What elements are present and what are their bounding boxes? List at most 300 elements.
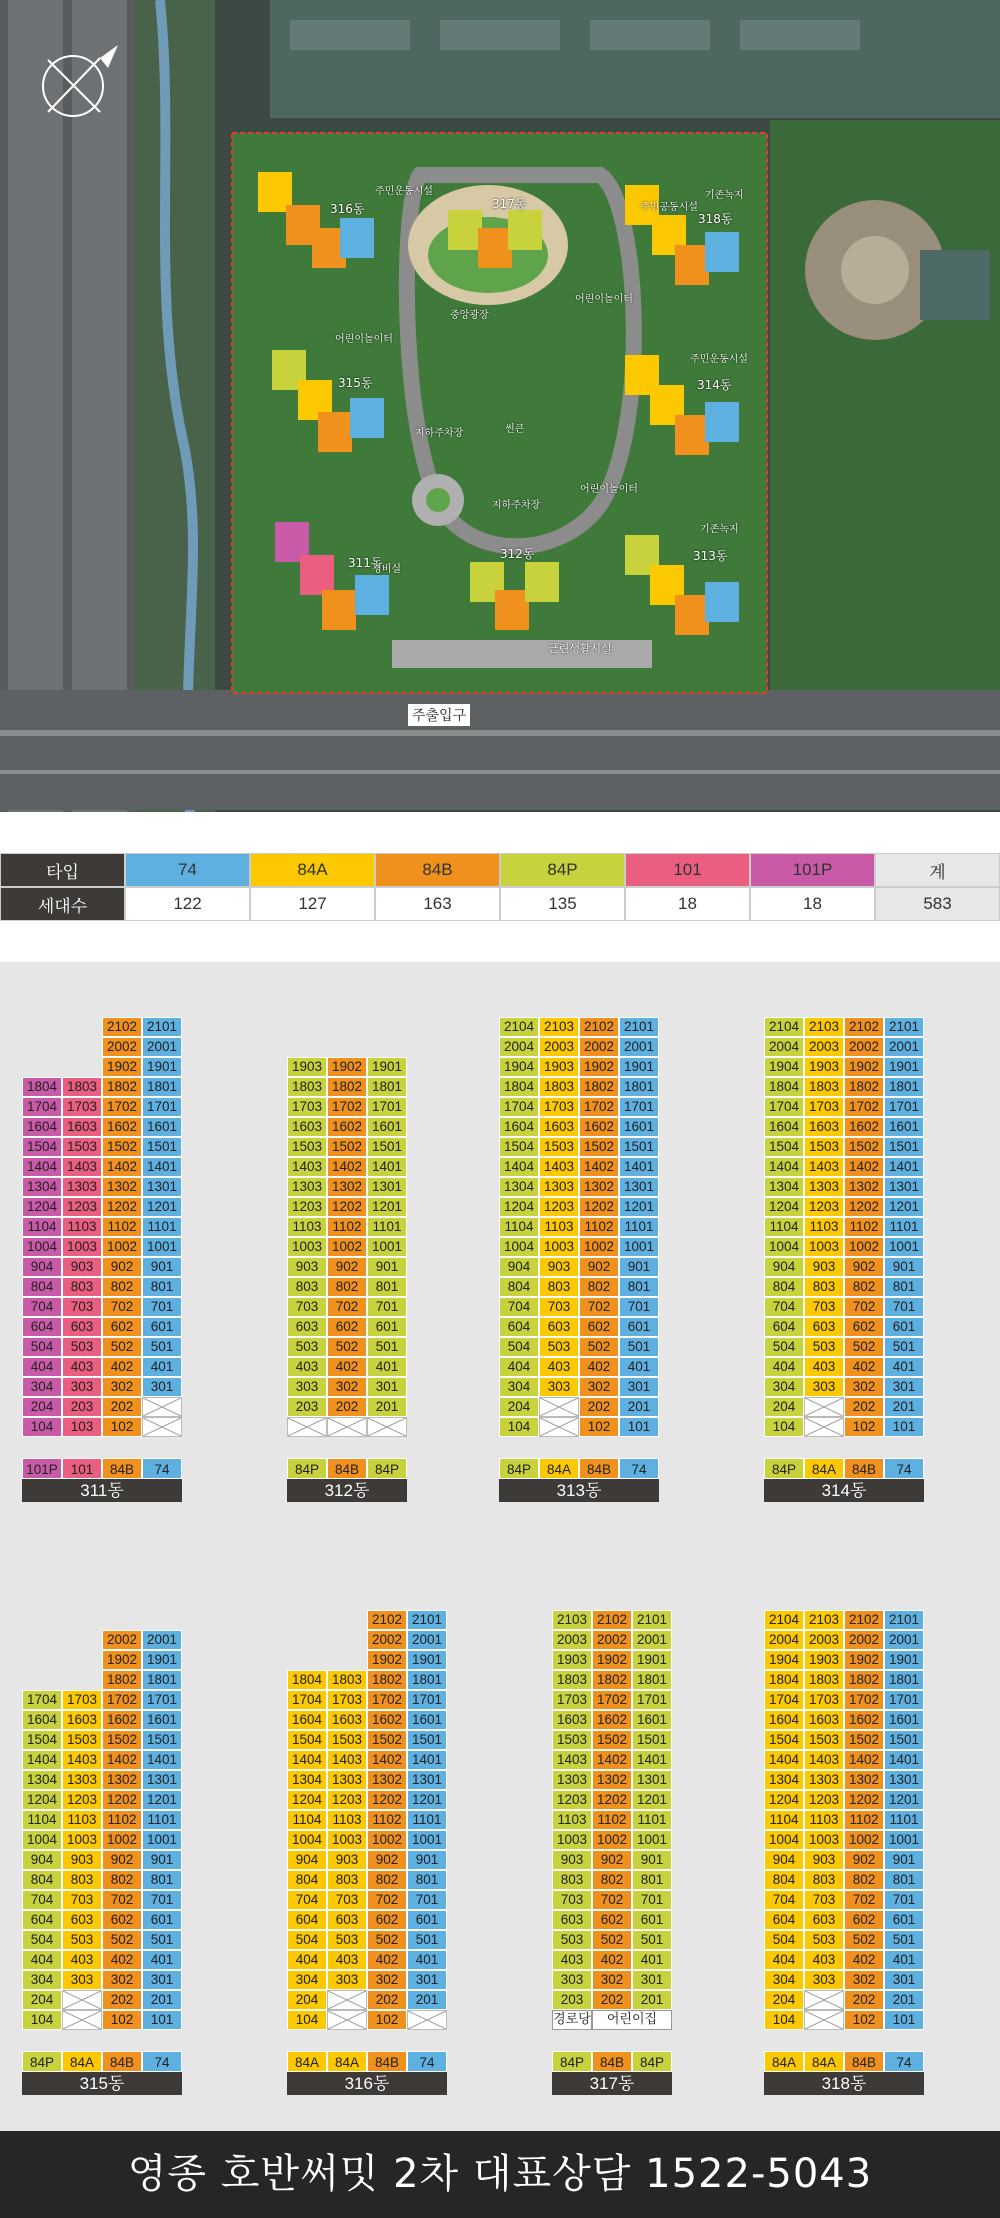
unit-cell: 1201	[619, 1197, 659, 1217]
unit-cell: 803	[539, 1277, 579, 1297]
unit-cell: 1001	[367, 1237, 407, 1257]
unit-cell: 1703	[62, 1690, 102, 1710]
unit-cell: 902	[102, 1257, 142, 1277]
unit-cell: 1602	[102, 1117, 142, 1137]
unit-cell: 2102	[844, 1610, 884, 1630]
unit-cell: 1704	[22, 1097, 62, 1117]
unit-cell: 1801	[619, 1077, 659, 1097]
unit-cell: 1802	[102, 1670, 142, 1690]
unit-cell: 603	[552, 1910, 592, 1930]
unit-cell: 1404	[22, 1750, 62, 1770]
unit-cell: 1603	[804, 1117, 844, 1137]
unit-cell: 503	[327, 1930, 367, 1950]
unit-cell: 501	[367, 1337, 407, 1357]
unit-cell: 1702	[367, 1690, 407, 1710]
empty-unit-cell	[327, 2010, 367, 2030]
unit-cell: 1204	[22, 1790, 62, 1810]
unit-cell: 1802	[367, 1670, 407, 1690]
unit-cell: 1802	[327, 1077, 367, 1097]
unit-cell: 702	[367, 1890, 407, 1910]
unit-cell: 1304	[499, 1177, 539, 1197]
unit-cell: 1102	[579, 1217, 619, 1237]
unit-cell: 1304	[764, 1770, 804, 1790]
unit-cell: 702	[579, 1297, 619, 1317]
unit-cell: 2101	[884, 1017, 924, 1037]
unit-cell: 102	[844, 2010, 884, 2030]
type-label: 84B	[592, 2051, 632, 2072]
contact-footer: 영종 호반써밋 2차 대표상담 1522-5043	[0, 2131, 1000, 2218]
unit-cell: 703	[327, 1890, 367, 1910]
unit-cell: 1204	[764, 1790, 804, 1810]
unit-cell: 1801	[142, 1670, 182, 1690]
unit-cell: 503	[62, 1930, 102, 1950]
unit-cell: 1701	[632, 1690, 672, 1710]
unit-cell: 1202	[844, 1790, 884, 1810]
unit-cell: 1401	[884, 1157, 924, 1177]
unit-cell: 1501	[367, 1137, 407, 1157]
empty-unit-cell	[142, 1417, 182, 1437]
unit-cell: 2002	[579, 1037, 619, 1057]
unit-cell: 702	[102, 1297, 142, 1317]
unit-cell: 1204	[764, 1197, 804, 1217]
unit-cell: 402	[367, 1950, 407, 1970]
unit-cell: 2002	[367, 1630, 407, 1650]
unit-cell: 1504	[22, 1730, 62, 1750]
unit-cell: 104	[764, 1417, 804, 1437]
unit-cell: 2101	[884, 1610, 924, 1630]
type-label: 84P	[22, 2051, 62, 2072]
unit-cell: 1704	[764, 1097, 804, 1117]
unit-cell: 2001	[142, 1037, 182, 1057]
empty-unit-cell	[287, 1417, 327, 1437]
map-label: 기존녹지	[705, 190, 744, 201]
unit-cell: 1602	[327, 1117, 367, 1137]
unit-cell: 301	[142, 1970, 182, 1990]
map-label: 썬큰	[505, 424, 525, 435]
empty-unit-cell	[804, 1417, 844, 1437]
unit-cell: 1803	[327, 1670, 367, 1690]
unit-cell: 1004	[22, 1237, 62, 1257]
unit-cell: 1702	[844, 1690, 884, 1710]
main-entrance-label: 주출입구	[408, 704, 470, 726]
unit-cell: 1004	[22, 1830, 62, 1850]
unit-cell: 504	[764, 1930, 804, 1950]
unit-cell: 1602	[579, 1117, 619, 1137]
unit-cell: 1601	[632, 1710, 672, 1730]
unit-cell: 1303	[62, 1177, 102, 1197]
unit-cell: 702	[327, 1297, 367, 1317]
unit-cell: 404	[287, 1950, 327, 1970]
unit-cell: 1101	[367, 1217, 407, 1237]
unit-cell: 1903	[539, 1057, 579, 1077]
unit-cell: 1503	[327, 1730, 367, 1750]
unit-cell: 1102	[844, 1217, 884, 1237]
empty-unit-cell	[327, 1417, 367, 1437]
unit-cell: 1404	[764, 1750, 804, 1770]
unit-cell: 901	[142, 1850, 182, 1870]
unit-cell: 202	[844, 1397, 884, 1417]
unit-cell: 201	[884, 1397, 924, 1417]
type-label: 74	[619, 1458, 659, 1479]
unit-cell: 904	[22, 1850, 62, 1870]
unit-cell: 702	[844, 1297, 884, 1317]
count-101: 18	[625, 887, 750, 921]
unit-cell: 403	[804, 1950, 844, 1970]
unit-cell: 802	[102, 1870, 142, 1890]
unit-cell: 1001	[619, 1237, 659, 1257]
unit-cell: 1804	[22, 1077, 62, 1097]
unit-cell: 804	[499, 1277, 539, 1297]
unit-cell: 1001	[884, 1830, 924, 1850]
unit-cell: 803	[287, 1277, 327, 1297]
unit-cell: 1502	[592, 1730, 632, 1750]
type-label: 84B	[327, 1458, 367, 1479]
map-label: 316동	[330, 202, 365, 216]
unit-cell: 1303	[804, 1770, 844, 1790]
unit-cell: 2102	[592, 1610, 632, 1630]
unit-cell: 1603	[539, 1117, 579, 1137]
map-label: 주민공동시설	[640, 202, 698, 213]
map-label: 317동	[492, 197, 527, 211]
unit-cell: 304	[764, 1970, 804, 1990]
unit-cell: 1301	[884, 1770, 924, 1790]
unit-cell: 1402	[327, 1157, 367, 1177]
unit-cell: 804	[22, 1277, 62, 1297]
unit-cell: 1303	[539, 1177, 579, 1197]
empty-unit-cell	[407, 2010, 447, 2030]
unit-cell: 301	[632, 1970, 672, 1990]
unit-cell: 1701	[142, 1690, 182, 1710]
unit-cell: 1003	[287, 1237, 327, 1257]
unit-cell: 2001	[619, 1037, 659, 1057]
unit-cell: 1401	[142, 1157, 182, 1177]
unit-cell: 404	[22, 1950, 62, 1970]
unit-cell: 1703	[327, 1690, 367, 1710]
unit-cell: 104	[764, 2010, 804, 2030]
unit-cell: 802	[844, 1277, 884, 1297]
unit-cell: 2004	[764, 1037, 804, 1057]
unit-cell: 602	[844, 1317, 884, 1337]
unit-cell: 902	[592, 1850, 632, 1870]
map-label: 어린이놀이터	[335, 334, 393, 345]
unit-cell: 1902	[844, 1650, 884, 1670]
empty-unit-cell	[539, 1397, 579, 1417]
unit-cell: 404	[499, 1357, 539, 1377]
unit-cell: 2002	[844, 1037, 884, 1057]
unit-cell: 2104	[499, 1017, 539, 1037]
unit-cell: 1402	[102, 1157, 142, 1177]
unit-cell: 1803	[62, 1077, 102, 1097]
unit-cell: 1802	[844, 1077, 884, 1097]
unit-cell: 1002	[592, 1830, 632, 1850]
building-name: 313동	[499, 1479, 659, 1502]
site-plan-map	[0, 0, 1000, 812]
unit-cell: 1101	[884, 1810, 924, 1830]
unit-cell: 1302	[579, 1177, 619, 1197]
unit-cell: 602	[367, 1910, 407, 1930]
unit-cell: 2001	[142, 1630, 182, 1650]
unit-cell: 703	[287, 1297, 327, 1317]
unit-cell: 101	[619, 1417, 659, 1437]
unit-cell: 1003	[62, 1830, 102, 1850]
unit-cell: 503	[62, 1337, 102, 1357]
unit-cell: 701	[632, 1890, 672, 1910]
unit-cell: 1201	[142, 1790, 182, 1810]
unit-cell: 403	[552, 1950, 592, 1970]
type-74: 74	[125, 853, 250, 887]
unit-cell: 402	[579, 1357, 619, 1377]
unit-cell: 402	[102, 1357, 142, 1377]
unit-cell: 602	[592, 1910, 632, 1930]
unit-cell: 1901	[884, 1650, 924, 1670]
unit-cell: 801	[407, 1870, 447, 1890]
unit-cell: 1602	[844, 1117, 884, 1137]
unit-cell: 1402	[102, 1750, 142, 1770]
unit-cell: 1201	[142, 1197, 182, 1217]
unit-cell: 1503	[539, 1137, 579, 1157]
unit-cell: 302	[327, 1377, 367, 1397]
unit-cell: 503	[287, 1337, 327, 1357]
unit-cell: 1304	[764, 1177, 804, 1197]
unit-cell: 1202	[102, 1790, 142, 1810]
unit-cell: 601	[884, 1317, 924, 1337]
unit-cell: 1604	[499, 1117, 539, 1137]
type-label: 84P	[632, 2051, 672, 2072]
unit-cell: 503	[804, 1930, 844, 1950]
unit-cell: 1902	[367, 1650, 407, 1670]
unit-cell: 901	[619, 1257, 659, 1277]
unit-cell: 1501	[884, 1730, 924, 1750]
unit-cell: 401	[142, 1357, 182, 1377]
unit-cell: 901	[884, 1850, 924, 1870]
unit-cell: 301	[619, 1377, 659, 1397]
unit-cell: 1104	[764, 1217, 804, 1237]
unit-cell: 1402	[367, 1750, 407, 1770]
type-count-table	[0, 853, 1000, 921]
unit-cell: 1203	[62, 1790, 102, 1810]
unit-cell: 1502	[844, 1730, 884, 1750]
unit-cell: 1403	[539, 1157, 579, 1177]
unit-cell: 1301	[367, 1177, 407, 1197]
unit-cell: 704	[287, 1890, 327, 1910]
unit-cell: 1703	[804, 1690, 844, 1710]
unit-cell: 102	[579, 1417, 619, 1437]
unit-cell: 1901	[407, 1650, 447, 1670]
unit-cell: 304	[764, 1377, 804, 1397]
unit-cell: 1104	[764, 1810, 804, 1830]
unit-cell: 1203	[804, 1790, 844, 1810]
unit-cell: 1403	[804, 1750, 844, 1770]
unit-cell: 301	[367, 1377, 407, 1397]
unit-cell: 1902	[102, 1650, 142, 1670]
unit-cell: 1503	[287, 1137, 327, 1157]
unit-cell: 1502	[579, 1137, 619, 1157]
unit-cell: 1302	[844, 1177, 884, 1197]
unit-cell: 1901	[884, 1057, 924, 1077]
unit-cell: 304	[22, 1970, 62, 1990]
unit-cell: 1101	[632, 1810, 672, 1830]
unit-cell: 302	[102, 1377, 142, 1397]
type-header: 타입	[0, 853, 125, 887]
unit-cell: 1203	[552, 1790, 592, 1810]
unit-cell: 1503	[804, 1730, 844, 1750]
unit-cell: 1903	[804, 1057, 844, 1077]
unit-cell: 802	[327, 1277, 367, 1297]
unit-cell: 1601	[142, 1710, 182, 1730]
unit-cell: 1601	[407, 1710, 447, 1730]
building-name: 317동	[552, 2072, 672, 2095]
unit-cell: 1004	[764, 1830, 804, 1850]
unit-cell: 601	[632, 1910, 672, 1930]
unit-cell: 903	[62, 1850, 102, 1870]
type-label: 84P	[552, 2051, 592, 2072]
unit-cell: 1801	[367, 1077, 407, 1097]
unit-cell: 501	[619, 1337, 659, 1357]
unit-cell: 1403	[804, 1157, 844, 1177]
unit-cell: 401	[407, 1950, 447, 1970]
unit-cell: 403	[287, 1357, 327, 1377]
unit-cell: 1701	[884, 1097, 924, 1117]
unit-cell: 1001	[142, 1830, 182, 1850]
unit-cell: 1901	[632, 1650, 672, 1670]
unit-cell: 1501	[142, 1137, 182, 1157]
type-label: 74	[884, 2051, 924, 2072]
unit-cell: 603	[804, 1317, 844, 1337]
unit-cell: 803	[804, 1277, 844, 1297]
unit-cell: 404	[22, 1357, 62, 1377]
unit-cell: 602	[327, 1317, 367, 1337]
unit-cell: 601	[142, 1910, 182, 1930]
type-101p: 101P	[750, 853, 875, 887]
unit-cell: 1701	[619, 1097, 659, 1117]
unit-cell: 903	[539, 1257, 579, 1277]
unit-cell: 2001	[407, 1630, 447, 1650]
unit-cell: 902	[327, 1257, 367, 1277]
unit-cell: 602	[844, 1910, 884, 1930]
unit-cell: 1603	[62, 1710, 102, 1730]
unit-cell: 1202	[592, 1790, 632, 1810]
unit-cell: 502	[367, 1930, 407, 1950]
unit-cell: 902	[844, 1257, 884, 1277]
unit-cell: 501	[884, 1337, 924, 1357]
unit-cell: 104	[499, 1417, 539, 1437]
unit-cell: 503	[539, 1337, 579, 1357]
unit-cell: 2103	[804, 1017, 844, 1037]
unit-cell: 2002	[844, 1630, 884, 1650]
unit-cell: 1601	[142, 1117, 182, 1137]
unit-cell: 601	[367, 1317, 407, 1337]
unit-cell: 1703	[552, 1690, 592, 1710]
unit-cell: 1101	[407, 1810, 447, 1830]
unit-cell: 1901	[142, 1057, 182, 1077]
unit-cell: 2001	[884, 1037, 924, 1057]
unit-cell: 902	[844, 1850, 884, 1870]
unit-cell: 1903	[804, 1650, 844, 1670]
map-label: 지하주차장	[415, 428, 464, 439]
unit-cell: 1604	[22, 1117, 62, 1137]
unit-cell: 801	[884, 1277, 924, 1297]
unit-cell: 602	[579, 1317, 619, 1337]
unit-cell: 802	[592, 1870, 632, 1890]
unit-cell: 304	[22, 1377, 62, 1397]
unit-cell: 1904	[764, 1650, 804, 1670]
unit-cell: 502	[102, 1337, 142, 1357]
unit-cell: 1302	[102, 1177, 142, 1197]
unit-cell: 202	[102, 1990, 142, 2010]
unit-cell: 801	[632, 1870, 672, 1890]
unit-cell: 1904	[499, 1057, 539, 1077]
map-label: 기존녹지	[700, 524, 739, 535]
unit-cell: 304	[287, 1970, 327, 1990]
unit-cell: 604	[22, 1910, 62, 1930]
unit-cell: 301	[407, 1970, 447, 1990]
unit-cell: 201	[367, 1397, 407, 1417]
unit-cell: 1503	[62, 1730, 102, 1750]
unit-cell: 1503	[62, 1137, 102, 1157]
unit-cell: 1102	[102, 1810, 142, 1830]
unit-cell: 1401	[142, 1750, 182, 1770]
unit-cell: 1901	[142, 1650, 182, 1670]
unit-cell: 1001	[407, 1830, 447, 1850]
unit-cell: 401	[884, 1950, 924, 1970]
unit-cell: 403	[327, 1950, 367, 1970]
type-label: 84A	[804, 2051, 844, 2072]
unit-cell: 1703	[62, 1097, 102, 1117]
type-84p: 84P	[500, 853, 625, 887]
unit-cell: 902	[102, 1850, 142, 1870]
unit-cell: 303	[804, 1377, 844, 1397]
unit-cell: 604	[499, 1317, 539, 1337]
unit-cell: 1504	[22, 1137, 62, 1157]
type-label: 84P	[764, 1458, 804, 1479]
unit-cell: 1702	[102, 1690, 142, 1710]
unit-cell: 1001	[884, 1237, 924, 1257]
unit-cell: 1801	[884, 1670, 924, 1690]
unit-cell: 702	[844, 1890, 884, 1910]
unit-cell: 1603	[804, 1710, 844, 1730]
unit-cell: 901	[367, 1257, 407, 1277]
type-label: 84A	[539, 1458, 579, 1479]
unit-cell: 1003	[804, 1830, 844, 1850]
unit-cell: 104	[22, 2010, 62, 2030]
unit-cell: 1802	[592, 1670, 632, 1690]
unit-cell: 1102	[102, 1217, 142, 1237]
unit-cell: 2103	[552, 1610, 592, 1630]
unit-cell: 1601	[884, 1710, 924, 1730]
unit-cell: 904	[764, 1257, 804, 1277]
map-label: 주민운동시설	[690, 354, 748, 365]
unit-cell: 1902	[579, 1057, 619, 1077]
unit-cell: 1003	[552, 1830, 592, 1850]
unit-cell: 1601	[619, 1117, 659, 1137]
type-label: 84A	[764, 2051, 804, 2072]
type-label: 74	[884, 1458, 924, 1479]
unit-cell: 1002	[327, 1237, 367, 1257]
unit-cell: 903	[327, 1850, 367, 1870]
unit-cell: 1902	[327, 1057, 367, 1077]
count-header: 세대수	[0, 887, 125, 921]
unit-cell: 401	[632, 1950, 672, 1970]
unit-cell: 1603	[327, 1710, 367, 1730]
count-84a: 127	[250, 887, 375, 921]
unit-cell: 201	[619, 1397, 659, 1417]
unit-cell: 1303	[552, 1770, 592, 1790]
unit-cell: 2003	[804, 1630, 844, 1650]
unit-cell: 901	[407, 1850, 447, 1870]
empty-unit-cell	[62, 1990, 102, 2010]
unit-cell: 104	[287, 2010, 327, 2030]
unit-cell: 101	[142, 2010, 182, 2030]
